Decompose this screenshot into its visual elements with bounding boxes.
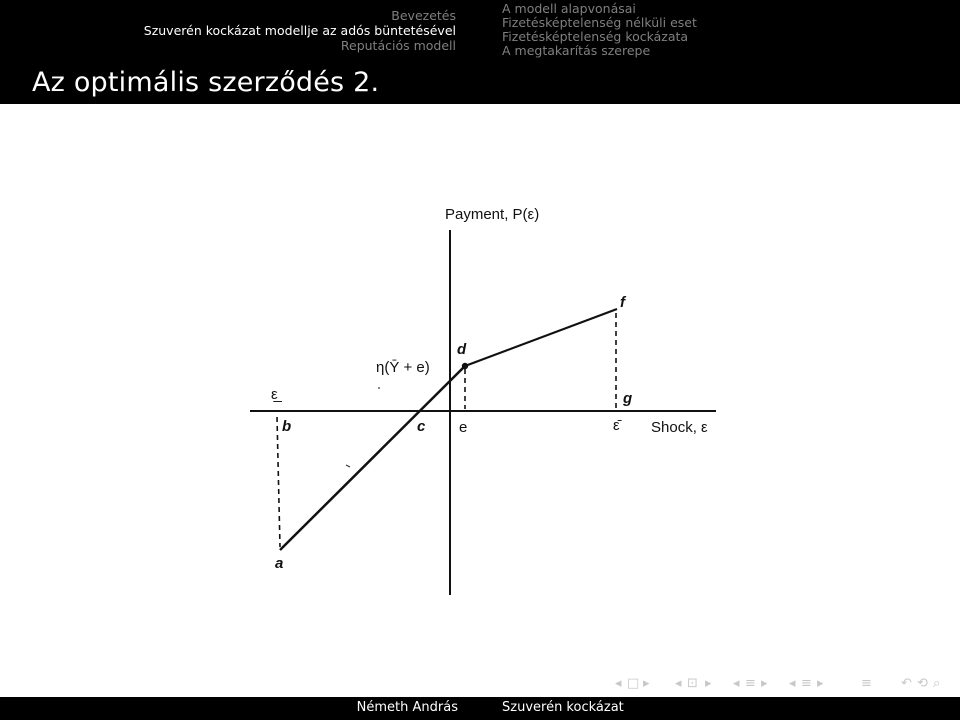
beamer-navigation-symbols (615, 676, 955, 694)
y-axis-label: Payment, P(ε) (445, 206, 540, 223)
dashed-line-b-a (277, 417, 280, 547)
nav-prev-document-icon[interactable]: ◂ (789, 676, 796, 691)
header-navigation (0, 0, 960, 62)
nav-forward-icon[interactable]: ⟲ (917, 676, 928, 691)
payment-schedule-graph (240, 195, 730, 605)
point-e-label: e (459, 419, 468, 436)
footer-author: Németh András (356, 700, 458, 715)
footer-bar (0, 697, 960, 720)
nav-section-bevezetes[interactable]: Bevezetés (391, 8, 456, 23)
nav-next-section-icon[interactable]: ▸ (761, 676, 768, 691)
point-d-label: d (457, 341, 467, 358)
epsilon-upper-bound-label: ε̄ (613, 417, 620, 434)
nav-subsection-alapvonasai[interactable]: A modell alapvonásai (502, 1, 636, 16)
point-g-label: g (623, 390, 633, 407)
frame-title-bar (0, 62, 960, 104)
section-navigation (0, 0, 478, 62)
payment-segment-d-f (465, 309, 617, 366)
nav-subsection-fizeteskeptelenseg-kockazata[interactable]: Fizetésképtelenség kockázata (502, 29, 689, 44)
nav-subsection-fizeteskeptelenseg-nelkuli[interactable]: Fizetésképtelenség nélküli eset (502, 15, 697, 30)
eta-annotation: η(Ȳ + e) (376, 359, 430, 376)
nav-section-reputacios[interactable]: Reputációs modell (340, 38, 456, 53)
nav-prev-subsection-icon[interactable]: ◂ (675, 676, 682, 691)
nav-subsection-icon[interactable]: ⊡ (687, 676, 698, 691)
nav-frame-icon[interactable]: □ (627, 676, 640, 691)
nav-section-current[interactable]: Szuverén kockázat modellje az adós büntetésével (143, 23, 456, 38)
nav-prev-frame-icon[interactable]: ◂ (615, 676, 622, 691)
nav-appendix-icon[interactable]: ≡ (861, 676, 872, 691)
point-f-label: f (620, 294, 625, 311)
subsection-navigation (480, 0, 960, 62)
nav-next-subsection-icon[interactable]: ▸ (705, 676, 712, 691)
payment-segment-a-d (280, 366, 468, 550)
epsilon-lower-bound-label: ε̲ (271, 386, 278, 403)
point-d-marker (462, 363, 468, 369)
nav-back-icon[interactable]: ↶ (901, 676, 912, 691)
scan-speck (346, 465, 350, 467)
nav-document-icon[interactable]: ≡ (801, 676, 812, 691)
nav-search-icon[interactable]: ⌕ (933, 676, 941, 691)
frame-title: Az optimális szerződés 2. (32, 67, 380, 98)
footer-short-title: Szuverén kockázat (502, 700, 624, 715)
nav-section-icon[interactable]: ≡ (745, 676, 756, 691)
nav-next-document-icon[interactable]: ▸ (817, 676, 824, 691)
x-axis-label: Shock, ε (651, 419, 708, 436)
scan-speck (378, 387, 380, 389)
nav-subsection-megtakaritas[interactable]: A megtakarítás szerepe (502, 43, 651, 58)
point-b-label: b (282, 418, 292, 435)
point-c-label: c (417, 418, 426, 435)
point-a-label: a (275, 555, 284, 572)
payment-schedule-figure (240, 195, 730, 605)
nav-next-frame-icon[interactable]: ▸ (643, 676, 650, 691)
nav-prev-section-icon[interactable]: ◂ (733, 676, 740, 691)
